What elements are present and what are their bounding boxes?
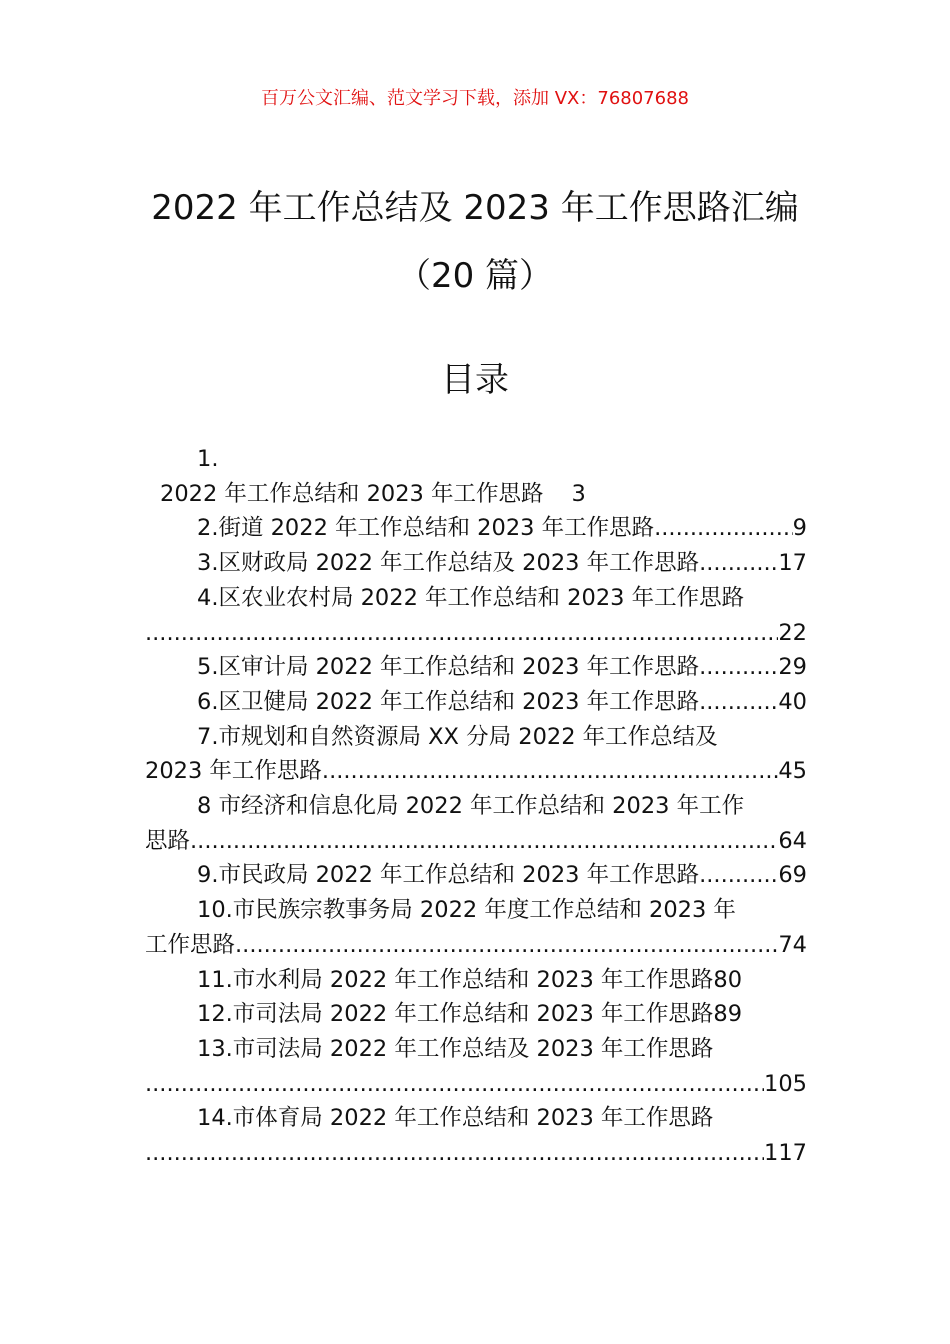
toc-item-text: 14.市体育局 2022 年工作总结和 2023 年工作思路: [197, 1105, 714, 1132]
toc-item-page: 45: [778, 758, 807, 785]
toc-item[interactable]: [145, 1032, 807, 1101]
toc-item[interactable]: [145, 858, 807, 893]
toc-item[interactable]: [145, 546, 807, 581]
toc-item[interactable]: [145, 581, 807, 650]
toc-item-text: 7.市规划和自然资源局 XX 分局 2022 年工作总结及: [197, 723, 718, 750]
toc-item-page: 40: [778, 688, 807, 715]
toc-item-page: 117: [764, 1140, 807, 1167]
toc-item-page: 3: [571, 480, 586, 507]
toc-item-text-cont: 2023 年工作思路: [145, 758, 322, 785]
toc-item-text-cont: 思路: [145, 827, 191, 854]
dot-leader: [699, 546, 778, 581]
toc-item-page: 17: [778, 550, 807, 577]
toc-item[interactable]: [145, 789, 807, 858]
toc-item[interactable]: [145, 650, 807, 685]
toc-item[interactable]: [145, 511, 807, 546]
toc-item[interactable]: [145, 893, 807, 962]
toc-item-text-cont: 工作思路: [145, 931, 236, 958]
toc-item[interactable]: [145, 442, 807, 511]
toc-item-page: 29: [778, 654, 807, 681]
toc-heading: 目录: [441, 360, 509, 400]
doc-title: 2022 年工作总结及 2023 年工作思路汇编: [151, 188, 799, 228]
toc-item-page: 22: [778, 619, 807, 646]
dot-leader: [190, 824, 778, 859]
doc-subtitle: （20 篇）: [396, 256, 554, 296]
dot-leader: [235, 928, 778, 963]
table-of-contents: [145, 442, 807, 1171]
toc-item-text: 13.市司法局 2022 年工作总结及 2023 年工作思路: [197, 1035, 714, 1062]
dot-leader: [322, 754, 778, 789]
toc-item-page: 105: [764, 1070, 807, 1097]
toc-item[interactable]: [145, 997, 807, 1032]
toc-item-number: 1.: [197, 446, 219, 472]
toc-item-page: 80: [713, 966, 743, 993]
toc-item-page: 89: [713, 1001, 743, 1028]
toc-item-page: 69: [778, 862, 807, 889]
toc-item[interactable]: [145, 1101, 807, 1170]
toc-item-text: 9.市民政局 2022 年工作总结和 2023 年工作思路: [197, 862, 700, 889]
toc-item[interactable]: [145, 963, 807, 998]
toc-item-text: 10.市民族宗教事务局 2022 年度工作总结和 2023 年: [197, 897, 736, 924]
toc-item-page: 9: [792, 515, 807, 542]
toc-item[interactable]: [145, 685, 807, 720]
toc-item-page: 74: [778, 931, 807, 958]
toc-item-text: 5.区审计局 2022 年工作总结和 2023 年工作思路: [197, 654, 700, 681]
dot-leader: [699, 858, 778, 893]
toc-item-text: 6.区卫健局 2022 年工作总结和 2023 年工作思路: [197, 688, 700, 715]
toc-item-text: 12.市司法局 2022 年工作总结和 2023 年工作思路: [197, 1001, 714, 1028]
toc-item-text: 8 市经济和信息化局 2022 年工作总结和 2023 年工作: [197, 793, 745, 820]
dot-leader: [699, 650, 778, 685]
toc-item-text: 2022 年工作总结和 2023 年工作思路: [160, 480, 544, 507]
dot-leader: [145, 1067, 764, 1102]
toc-item-text: 3.区财政局 2022 年工作总结及 2023 年工作思路: [197, 550, 700, 577]
toc-item-page: 64: [778, 827, 807, 854]
toc-item[interactable]: [145, 720, 807, 789]
dot-leader: [145, 1136, 764, 1171]
dot-leader: [654, 511, 793, 546]
toc-item-text: 2.街道 2022 年工作总结和 2023 年工作思路: [197, 515, 655, 542]
header-notice: 百万公文汇编、范文学习下载，添加 VX：76807688: [261, 88, 689, 109]
toc-item-text: 4.区农业农村局 2022 年工作总结和 2023 年工作思路: [197, 584, 745, 611]
toc-item-text: 11.市水利局 2022 年工作总结和 2023 年工作思路: [197, 966, 714, 993]
dot-leader: [699, 685, 778, 720]
dot-leader: [145, 616, 778, 651]
